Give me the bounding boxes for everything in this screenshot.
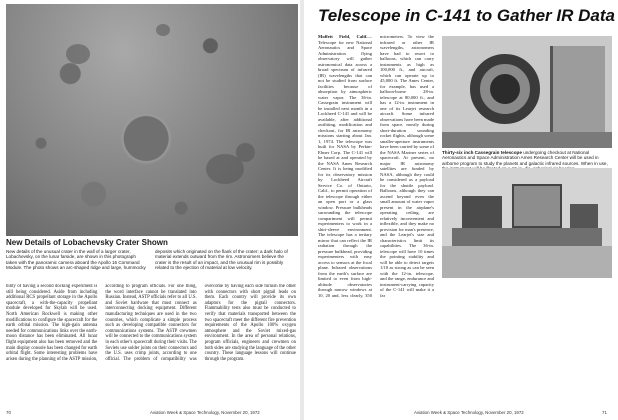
crater-mark <box>156 24 170 36</box>
lab-bench <box>452 228 602 246</box>
left-page <box>0 0 300 420</box>
lab-equipment <box>462 196 502 228</box>
telescope-photo <box>442 36 612 148</box>
publication-line-left: Aviation Week & Space Technology, November 20, 1972 <box>150 410 260 415</box>
left-article-body <box>6 284 296 408</box>
telescope-base <box>442 132 612 148</box>
crater-mark <box>66 44 90 64</box>
telescope-frame <box>550 46 605 138</box>
article-headline: Telescope in C-141 to Gather IR Data <box>318 6 615 25</box>
right-article-body <box>318 34 434 406</box>
lobachevsky-crater-photo <box>6 4 298 236</box>
right-page <box>304 0 618 420</box>
telescope-caption-lead: Thirty-six inch Cassegrain telescope <box>442 150 522 155</box>
lab-equipment <box>570 204 598 228</box>
right-body-content: —Telescope for new National Aeronautics and Space Administration flying observatory will gather astronomical data across a broad spectrum of infrared (IR) wavelengths that can not be studied from surface facilities because of absorption by atmospheric water vapor. The 36-in. Cassegrain instrument will be installed next month in a Lockheed C-141 and will be available, after additional outfitting, modification and checkout, for IR astronomy missions starting about Jan. 1, 1974. The telescope was built for NASA by Perkin-Elmer Corp. The C-141 will be based at and operated by the NASA Ames Research Center. It is being modified for its observatory mission by Lockheed Aircraft Service Co. of Ontario, Calif., to permit operation of the telescope through either an open port or a glass window. Pressure bulkheads surrounding the telescope compartment will permit experimenters to work in a shirt-sleeve environment. The telescope has a tertiary mirror that can reflect the IR radiation through the pressure bulkhead, providing experimenters with easy access to sensors at the focal plane. Infrared observations from the earth's surface are limited to even from high-altitude observatories through narrow windows at 10, 20 and, less clearly, 350 micrometers. To view the infrared or other IR wavelengths, astronomers have had to resort to balloons, which can carry instruments as high as 100,000 ft., and aircraft, which can operate up to 45,000 ft. The Ames Center, for example, has used a balloon-borne 28-in. telescope at 80,000 ft., and has a 12-in. instrument in one of its Learjet research aircraft. Some infrared observations have been made from space, mostly during short-duration sounding rocket flights, although some smaller-aperture instruments have been carried by some of the NASA Mariner series of spacecraft. At present, no major IR astronomy satellites are funded by NASA, although they could be considered as a payload for the shuttle payload. Balloons, although they can ascend beyond even the small amount of water vapor present in the airplane's operating ceiling, are relatively inconvenient and inflexible, and they make no provision for man's presence, and the Learjet's size and characteristics limit its capabilities. The 36-in. telescope will have 10 times the pointing stability and will be able to detect targets 1/10 as strong as can be seen with the 12-in. telescope, and the range, endurance and instrument-carrying capacity of the C-141 will make it a far <box>318 34 434 298</box>
page-number-left: 70 <box>6 410 11 415</box>
dateline: Moffett Field, Calif. <box>318 34 368 39</box>
publication-line-right: Aviation Week & Space Technology, November 20, 1972 <box>414 410 524 415</box>
caption-title: New Details of Lobachevsky Crater Shown <box>6 238 168 247</box>
telescope-caption-body: undergoing checkout at National Aeronautics and Space Administration Ames Research Center will be used in airborne program to study the planets and galactic infrared sources. When in use, <box>442 150 608 166</box>
lab-floor <box>442 246 612 278</box>
page-number-right: 71 <box>602 410 607 415</box>
right-body-text <box>318 34 434 298</box>
photo-caption <box>6 238 296 271</box>
caption-text: New details of the unusual crater in the wall of a larger crater, Lobachevsky, on the lunar farside, are shown in this photograph taken with the panoramic camera aboard the Apollo 16 Command Module. The photo shows an arc-shaped ridge and large, hummocky deposits which originated on the flank of the crater; a dark halo of material extends outward from the rim. Astronomers believe the crater is the result of an impact, and the unusual rim is possibly related to the ejection of material at low velocity. <box>6 249 288 271</box>
crater-mark <box>206 154 244 184</box>
left-body-text: bility of having a second docking experiment is still being considered. Aside from including additional RCS propellant storage in the Apollo spacecraft, a with-the-capacity propellant module developed for Skylab will be used. North American Rockwell is making other modifications to configure the spacecraft for the earth orbital mission. The high-gain antenna needed for communications links over the earth-moon distance has been eliminated. All lunar flight equipment also has been removed and the main display console has been changed for earth orbital flight. Some interesting problems have arisen during the planning of the ASTP mission, according to program officials. For one thing, the word interface cannot be translated into Russian. Instead, ASTP officials refer to all U.S. and Soviet hardware that must connect as interconnecting docking equipment. Different manufacturing techniques are used in the two countries, which complicate a simple process such as developing compatible connectors for communications systems. The ASTP crewmen will be connected to the communications system in each other's spacecraft during their visits. The Soviets use solder joints on their connectors and the U.S. uses crimp joints, according to one official. The problem of compatibility was overcome by having each side furnish the other with connectors with short pigtail leads on them. Each country will provide its own adaptors for the pigtail connectors. Flammability tests also must be conducted to verify that materials transported between the two spacecraft meet the different fire prevention requirements of the Apollo 100% oxygen atmosphere and the Soviet mixed-gas environment. In the area of personal relations, program officials, engineers and crewmen on both sides are studying the language of the other country. These language lessons will continue through the program. <box>6 284 296 362</box>
lab-photo <box>442 168 612 278</box>
telescope-aperture <box>490 74 520 104</box>
lab-equipment <box>512 184 562 228</box>
